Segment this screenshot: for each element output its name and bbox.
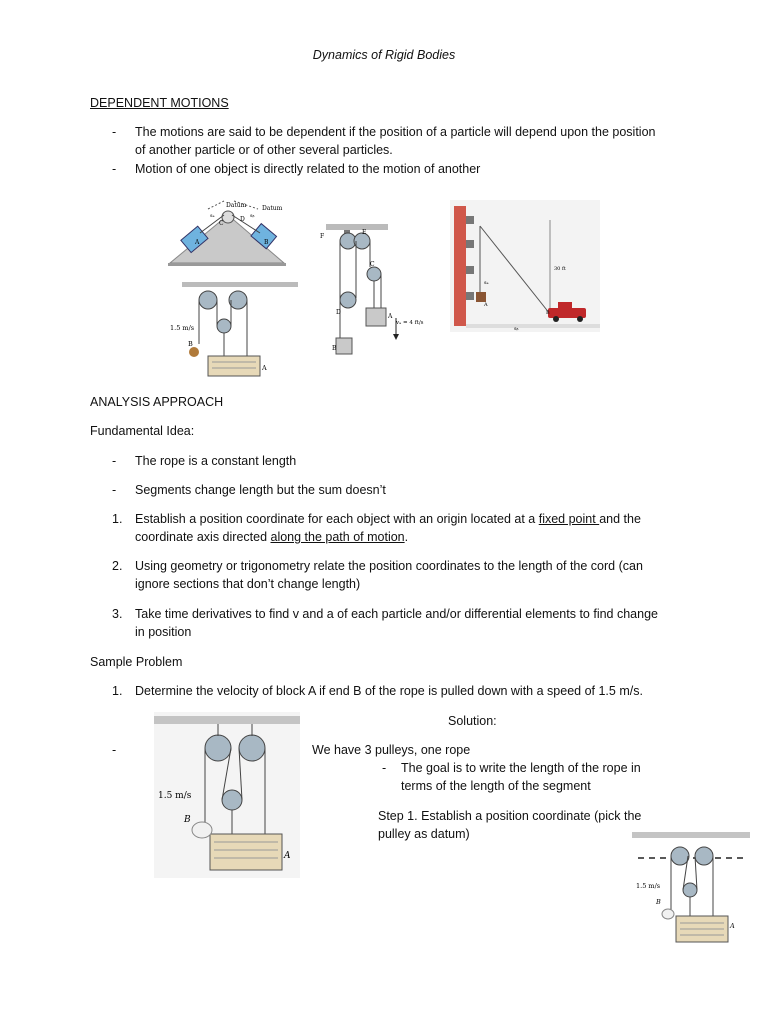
label-C: C [219, 220, 224, 227]
bullet-dash: - [112, 483, 117, 497]
solution-step1-line1: Step 1. Establish a position coordinate (pick the [378, 809, 642, 823]
figure-three-pulley-datum [628, 828, 754, 952]
problem-number: 1. [112, 684, 123, 698]
label-F: F [320, 233, 325, 240]
label-A: A [262, 364, 267, 372]
label-B: B [332, 345, 337, 352]
figure-wedge-blocks [168, 195, 286, 267]
velocity-label: vₐ = 4 ft/s [396, 320, 424, 326]
label-E: E [362, 229, 367, 236]
step-number: 1. [112, 512, 123, 526]
step-3-line2: in position [135, 625, 192, 639]
step-1-line1: Establish a position coordinate for each object with an origin located at a fixed point and the [135, 512, 641, 526]
label-A: A [730, 922, 735, 930]
label-sB: sᵦ [514, 326, 519, 332]
label-A: A [284, 851, 291, 861]
step-1-line2: coordinate axis directed along the path of motion. [135, 530, 409, 544]
label-A: A [388, 313, 393, 320]
step-2-line2: ignore sections that don’t change length) [135, 577, 361, 591]
section-heading-analysis: ANALYSIS APPROACH [90, 395, 224, 409]
datum-left-label: Datum [226, 202, 247, 209]
label-B: B [264, 239, 269, 246]
section-heading-dependent-motions: DEPENDENT MOTIONS [90, 96, 229, 110]
label-sB: sᵦ [250, 213, 255, 219]
step-number: 3. [112, 607, 123, 621]
bullet-dash: - [112, 162, 117, 176]
label-B: B [546, 310, 550, 316]
label-A: A [195, 239, 200, 246]
solution-goal-line2: terms of the length of the segment [401, 779, 591, 793]
height-label: 30 ft [554, 266, 566, 272]
speed-label: 1.5 m/s [170, 324, 195, 332]
bullet-dash: - [112, 743, 117, 757]
label-D: D [336, 309, 341, 316]
label-D: D [240, 216, 245, 223]
figure-building-truck [450, 200, 600, 332]
fixed-point-text: fixed point [538, 512, 600, 526]
document-title: Dynamics of Rigid Bodies [312, 48, 456, 62]
problem-statement: Determine the velocity of block A if end B of the rope is pulled down with a speed of 1.5 m/s. [135, 684, 643, 698]
label-sA: sₐ [210, 213, 215, 219]
idea-bullet-1: The rope is a constant length [135, 454, 297, 468]
figure-three-pulley-small [170, 282, 298, 378]
dependent-bullet-1-line2: of another particle or of other several particles. [135, 143, 393, 157]
solution-label: Solution: [448, 714, 497, 728]
figure-compound-pulley [318, 222, 424, 358]
fundamental-idea-label: Fundamental Idea: [90, 424, 195, 438]
label-B: B [656, 898, 661, 906]
label-C: C [370, 261, 375, 268]
label-B: B [188, 340, 193, 348]
figure-three-pulley-large [154, 712, 300, 878]
label-B: B [184, 815, 191, 825]
label-A: A [484, 302, 488, 308]
label-sA: sₐ [484, 280, 489, 286]
datum-right-label: Datum [262, 205, 283, 212]
path-of-motion-text: along the path of motion [270, 530, 405, 544]
bullet-dash: - [112, 125, 117, 139]
dependent-bullet-2: Motion of one object is directly related to the motion of another [135, 162, 481, 176]
speed-label: 1.5 m/s [636, 882, 661, 890]
step-number: 2. [112, 559, 123, 573]
solution-goal-line1: The goal is to write the length of the rope in [401, 761, 641, 775]
sample-problem-heading: Sample Problem [90, 655, 183, 669]
solution-step1-line2: pulley as datum) [378, 827, 470, 841]
step-2-line1: Using geometry or trigonometry relate the position coordinates to the length of the cord (can [135, 559, 643, 573]
speed-label: 1.5 m/s [158, 791, 192, 801]
solution-pulleys: We have 3 pulleys, one rope [312, 743, 471, 757]
idea-bullet-2: Segments change length but the sum doesn’t [135, 483, 386, 497]
step-3-line1: Take time derivatives to find v and a of each particle and/or differential elements to find change [135, 607, 658, 621]
bullet-dash: - [382, 761, 387, 775]
bullet-dash: - [112, 454, 117, 468]
dependent-bullet-1-line1: The motions are said to be dependent if the position of a particle will depend upon the position [135, 125, 656, 139]
